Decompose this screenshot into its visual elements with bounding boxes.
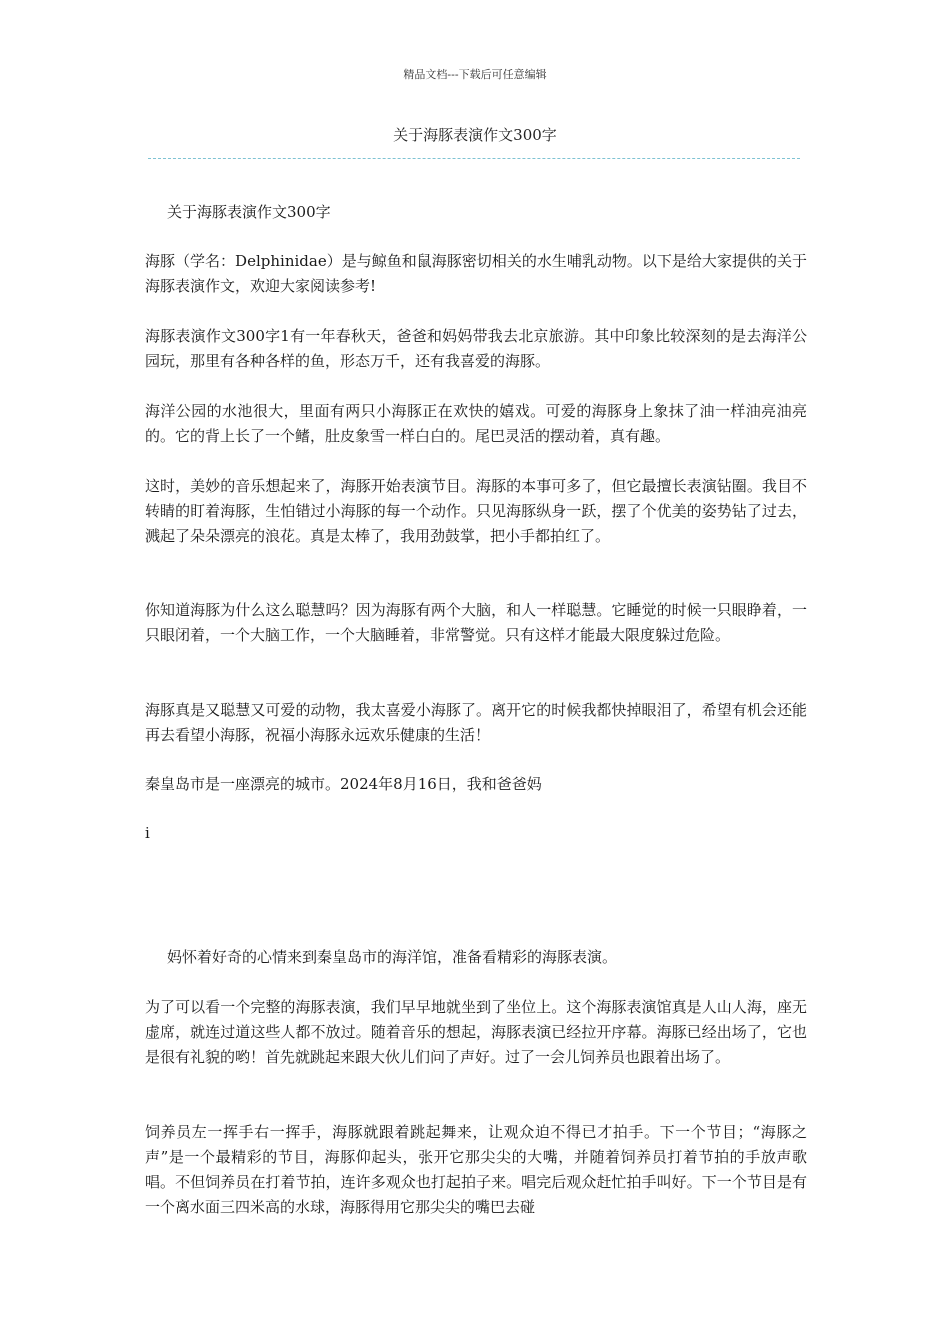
paragraph-subtitle: 关于海豚表演作文300字 xyxy=(167,203,331,221)
paragraph-body: 这时，美妙的音乐想起来了，海豚开始表演节目。海豚的本事可多了，但它最擅长表演钻圈。我目不转睛的盯着海豚，生怕错过小海豚的每一个动作。只见海豚纵身一跃，摆了个优美的姿势钻了过去，溅起了朵朵漂亮的浪花。真是太棒了，我用劲鼓掌，把小手都拍红了。 xyxy=(145,477,807,545)
paragraph-body: 你知道海豚为什么这么聪慧吗？因为海豚有两个大脑，和人一样聪慧。它睡觉的时候一只眼睁着，一只眼闭着，一个大脑工作，一个大脑睡着，非常警觉。只有这样才能最大限度躲过危险。 xyxy=(145,601,807,644)
document-title: 关于海豚表演作文300字 xyxy=(393,126,557,144)
paragraph-body: 海豚真是又聪慧又可爱的动物，我太喜爱小海豚了。离开它的时候我都快掉眼泪了，希望有机会还能再去看望小海豚，祝福小海豚永远欢乐健康的生活！ xyxy=(145,701,807,744)
paragraph-body: 秦皇岛市是一座漂亮的城市。2024年8月16日，我和爸爸妈 xyxy=(145,775,542,793)
stray-character: i xyxy=(145,824,150,842)
title-divider xyxy=(148,158,800,159)
paragraph-body: 饲养员左一挥手右一挥手，海豚就跟着跳起舞来，让观众迫不得已才拍手。下一个节目；“海豚之声”是一个最精彩的节目，海豚仰起头，张开它那尖尖的大嘴，并随着饲养员打着节拍的手放声歌唱。不但饲养员在打着节拍，连许多观众也打起拍子来。唱完后观众赶忙拍手叫好。下一个节目是有一个离水面三四米高的水球，海豚得用它那尖尖的嘴巴去碰 xyxy=(145,1123,807,1216)
paragraph-body: 海洋公园的水池很大，里面有两只小海豚正在欢快的嬉戏。可爱的海豚身上象抹了油一样油亮油亮的。它的背上长了一个鳍，肚皮象雪一样白白的。尾巴灵活的摆动着，真有趣。 xyxy=(145,402,807,445)
page-header: 精品文档---下载后可任意编辑 xyxy=(403,68,547,81)
paragraph-body: 为了可以看一个完整的海豚表演，我们早早地就坐到了坐位上。这个海豚表演馆真是人山人海，座无虚席，就连过道这些人都不放过。随着音乐的想起，海豚表演已经拉开序幕。海豚已经出场了，它也是很有礼貌的哟！首先就跳起来跟大伙儿们问了声好。过了一会儿饲养员也跟着出场了。 xyxy=(145,998,807,1066)
paragraph-body: 海豚表演作文300字1有一年春秋天，爸爸和妈妈带我去北京旅游。其中印象比较深刻的是去海洋公园玩，那里有各种各样的鱼，形态万千，还有我喜爱的海豚。 xyxy=(145,327,807,370)
paragraph-body: 妈怀着好奇的心情来到秦皇岛市的海洋馆，准备看精彩的海豚表演。 xyxy=(167,948,618,966)
paragraph-intro: 海豚（学名：Delphinidae）是与鲸鱼和鼠海豚密切相关的水生哺乳动物。以下是给大家提供的关于海豚表演作文，欢迎大家阅读参考! xyxy=(145,252,807,295)
